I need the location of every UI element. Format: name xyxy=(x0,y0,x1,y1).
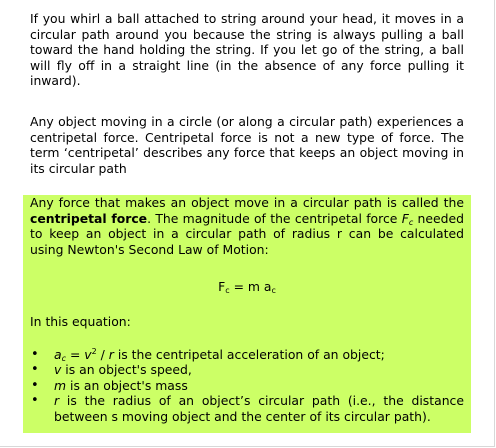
accel-divide: / xyxy=(96,346,109,362)
speed-description: is an object's speed, xyxy=(61,362,192,377)
radius-description: is the radius of an object’s circular path (i.e., the distance between s moving object and the center of its circular path). xyxy=(54,393,464,424)
accel-subscript: c xyxy=(61,353,66,363)
definition-force-subscript: c xyxy=(408,217,414,227)
definition-box-content xyxy=(30,195,464,424)
formula-accel-subscript: c xyxy=(271,286,276,295)
accel-symbol: a xyxy=(54,346,62,362)
definition-force-symbol: F xyxy=(401,210,409,226)
mass-symbol: m xyxy=(54,377,67,393)
formula-force: F xyxy=(218,279,226,294)
formula-force-subscript: c xyxy=(225,286,230,295)
accel-description: is the centripetal acceleration of an object; xyxy=(113,346,385,362)
definition-highlight-box xyxy=(23,195,471,433)
definition-text-mid: . The magnitude of the centripetal force xyxy=(147,210,402,226)
list-item-mass xyxy=(30,378,464,394)
intro-paragraph-centripetal: Any object moving in a circle (or along a circular path) experiences a centripetal force. Centripetal force is not a new type of force. The term ‘centripetal’ describes any force that keeps an object moving in its circular path xyxy=(30,114,464,176)
equation-intro: In this equation: xyxy=(30,314,131,329)
radius-symbol: r xyxy=(54,393,60,408)
bullet-icon: • xyxy=(31,377,39,393)
list-item-acceleration xyxy=(30,347,464,363)
bullet-icon: • xyxy=(31,346,39,362)
bullet-icon: • xyxy=(31,362,39,377)
accel-equals: = xyxy=(66,346,85,362)
definition-text-before: Any force that makes an object move in a circular path is called the xyxy=(30,195,464,210)
intro-paragraph-whirl: If you whirl a ball attached to string around your head, it moves in a circular path around you because the string is always pulling a ball toward the hand holding the string. If you let go of the string, a ball will fly off in a straight line (in the absence of any force pulling it inward). xyxy=(30,11,464,88)
bullet-icon: • xyxy=(31,393,39,408)
list-item-speed xyxy=(30,362,464,378)
accel-speed-symbol: v xyxy=(84,346,92,362)
definition-paragraph xyxy=(30,195,464,257)
list-item-radius xyxy=(30,393,464,424)
mass-description: is an object's mass xyxy=(66,377,188,393)
accel-speed-exponent: 2 xyxy=(91,346,97,356)
accel-radius-symbol: r xyxy=(108,346,114,362)
definition-text-after: needed to keep an object in a circular path of radius r can be calculated using Newton's Second Law of Motion: xyxy=(30,210,464,257)
speed-symbol: v xyxy=(54,362,62,377)
definition-term: centripetal force xyxy=(30,210,148,226)
centripetal-force-formula xyxy=(30,279,464,295)
formula-rhs: = m a xyxy=(229,279,272,294)
variable-list xyxy=(30,347,464,425)
